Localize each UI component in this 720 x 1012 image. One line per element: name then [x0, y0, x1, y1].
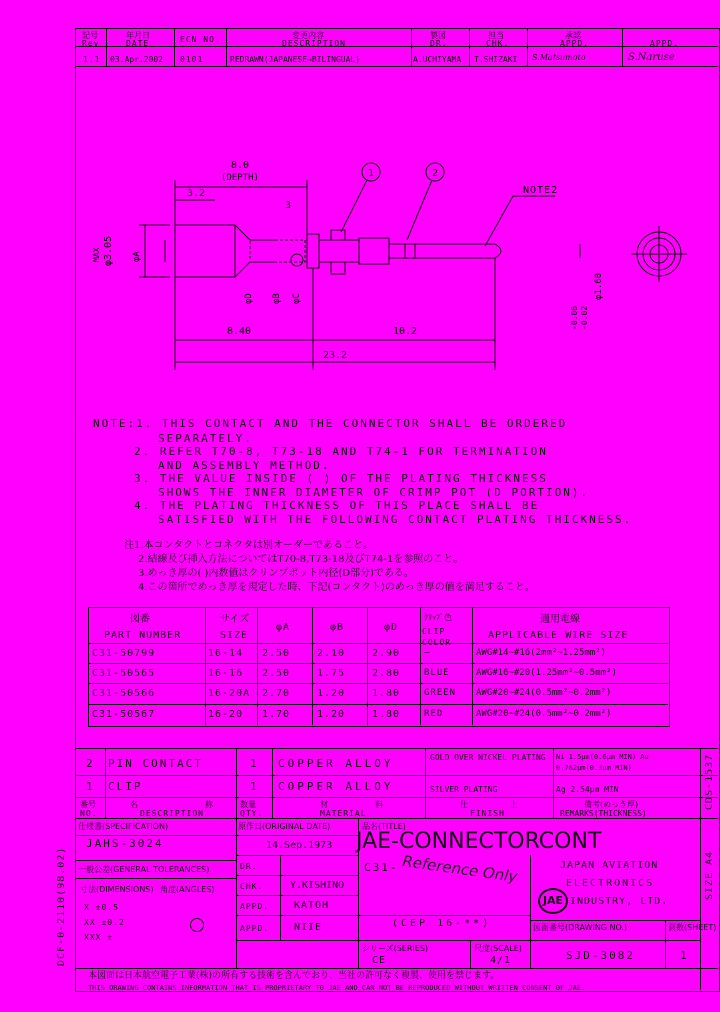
- spec-cell: 1.75: [317, 668, 346, 679]
- footer-en: THIS DRAWING CONTAINS INFORMATION THAT IS PROPRIETARY TO JAE AND CAN NOT BE REPRODUCED WITHOUT WRITTEN CONSENT OF JAE.: [88, 984, 586, 992]
- spec-header-size: SIZE: [220, 630, 249, 641]
- note-jp-1: 注1.本コンタクトとコネクタは別オーダーであること。: [124, 540, 373, 551]
- sheet-value: 1: [680, 949, 689, 962]
- dim-front-depth: (DEPTH): [221, 173, 259, 183]
- date-header: DATE: [126, 39, 150, 48]
- bom-row2-qty: 1: [250, 757, 259, 770]
- scale-label: 尺度(SCALE): [474, 944, 522, 953]
- tol-dim-label: 寸法(DIMENSIONS): [80, 885, 154, 894]
- bom-h-qty: QTY.: [240, 809, 264, 818]
- desc-header-jp: 変更内容: [292, 31, 324, 40]
- appd-label: APPD.: [240, 902, 270, 911]
- dim-overall: 23.2: [323, 350, 348, 361]
- bom-h-rem-jp: 備考(めっき厚): [584, 800, 639, 809]
- spec-cell: 2.90: [372, 648, 401, 659]
- spec-cell: 1.80: [372, 688, 401, 699]
- rev-value: 1.1: [83, 55, 101, 64]
- dim-right: 10.2: [393, 326, 418, 337]
- spec-cell: GREEN: [424, 688, 457, 698]
- rev-dr: A.UCHIYAMA: [413, 55, 462, 64]
- spec-cell: 16-14: [208, 648, 244, 659]
- bom-h-no: NO.: [80, 809, 98, 818]
- rev-date: 03.Apr.2002: [110, 55, 163, 64]
- spec-cell: 1.20: [317, 709, 346, 720]
- bom-row1-material: COPPER ALLOY: [278, 780, 394, 793]
- spec-cell: —: [424, 648, 431, 658]
- appd2-name: NIIE: [294, 922, 323, 933]
- spec-header-clip: CLIP COLOR: [422, 627, 452, 647]
- dim-dia-max: φ3.05: [103, 235, 114, 266]
- spec-header-clip-jp: ｸﾘｯﾌﾟ色: [424, 613, 452, 622]
- bom-row1-finish: SILVER PLATING: [430, 785, 498, 794]
- callout-2: 2: [432, 168, 439, 179]
- spec-cell: 2.50: [262, 648, 291, 659]
- spec-cell: C31-50565: [92, 668, 156, 679]
- bom-h-remarks: REMARKS(THICKNESS): [560, 809, 647, 818]
- spec-cell: RED: [424, 709, 444, 719]
- spec-cell: 2.50: [262, 668, 291, 679]
- dr-label: DR.: [240, 862, 258, 871]
- size-label: SIZE A4: [704, 850, 715, 900]
- dr-header-jp: 製図: [430, 31, 446, 40]
- spec-cell: C31-50566: [92, 688, 156, 699]
- rev-description: REDRAWN(JAPANESE→BILINGUAL): [230, 55, 361, 64]
- note-3: 3. THE VALUE INSIDE ( ) OF THE PLATING THICKNESS: [134, 472, 548, 485]
- spec-cell: 2.80: [372, 668, 401, 679]
- note-3b: SHOWS THE INNER DIAMETER OF CRIMP POT (D PORTION).: [158, 486, 590, 499]
- spec-header-d: φD: [384, 622, 399, 633]
- dr-header: DR.: [430, 39, 448, 48]
- tol-row-1: X ±0.5: [84, 903, 119, 912]
- company-line-1: JAPAN AVIATION: [560, 860, 659, 871]
- bom-h-desc: DESCRIPTION: [140, 809, 204, 818]
- spec-cell: C31-50567: [92, 709, 156, 720]
- spec-cell: 2.10: [317, 648, 346, 659]
- rev-header-jp: 記号: [82, 31, 98, 40]
- spec-header-part-jp: 図番: [130, 614, 150, 625]
- jae-logo: JAE: [538, 888, 568, 914]
- drawing-no-label: 図面番号(DRAWING NO.): [533, 923, 628, 932]
- bom-h-material: MATERIAL: [320, 809, 367, 818]
- ecn-header: ECN NO.: [180, 35, 221, 44]
- spec-cell: 16-20A: [208, 688, 251, 699]
- dim-pin-tol2: -0.06: [570, 305, 579, 330]
- tolerance-label: 一般公差(GENERAL TOLERANCES): [78, 865, 210, 874]
- spec-value: JAHS-3024: [86, 837, 164, 850]
- series-label: シリーズ(SERIES): [362, 944, 429, 953]
- dim-small: 3: [285, 200, 292, 211]
- spec-cell: 16-20: [208, 709, 244, 720]
- rev-ecn: 0101: [180, 55, 204, 64]
- date-header-jp: 年月日: [126, 31, 150, 40]
- contact-drawing: [75, 150, 718, 380]
- bom-row1-desc: CLIP: [108, 780, 143, 793]
- spec-cell: AWG#14~#16(2mm²~1.25mm²): [476, 648, 607, 658]
- bom-row2-finish: GOLD OVER NICKEL PLATING: [430, 753, 546, 762]
- note-1: NOTE:1. THIS CONTACT AND THE CONNECTOR SHALL BE ORDERED: [93, 417, 568, 430]
- chk-name: Y.KISHINO: [290, 880, 345, 891]
- tol-row-3: XXX ±: [84, 933, 114, 942]
- form-code: DCF-0-2110(98.02): [56, 846, 67, 966]
- footer-jp: 本図面は日本航空電子工業(株)の所有する技術を含んでおり、当社の許可なく複製、使用を禁じます。: [88, 971, 500, 981]
- contact-pin: [389, 244, 501, 258]
- dim-left: 8.40: [227, 326, 252, 337]
- appd2-header: APPD.: [650, 39, 680, 48]
- drawing-no: SJD-3082: [566, 949, 635, 962]
- callout-1: 1: [368, 168, 375, 179]
- dim-dia-d: φD: [244, 293, 254, 304]
- dim-front: 8.0: [231, 160, 250, 171]
- appd-header-jp: 承認: [565, 31, 581, 40]
- spec-cell: 2.70: [262, 688, 291, 699]
- drawing-subtitle: C31-: [364, 861, 399, 874]
- appd2-label: APPD.: [240, 924, 270, 933]
- chk-label: CHK.: [240, 882, 264, 891]
- spec-header-wire: APPLICABLE WIRE SIZE: [488, 630, 629, 641]
- chk-header-jp: 担当: [488, 31, 504, 40]
- note-4: 4. THE PLATING THICKNESS OF THIS PLACE SHALL BE: [134, 499, 540, 512]
- tol-ang-label: 角度(ANGLES): [160, 885, 215, 894]
- bom-row2-desc: PIN CONTACT: [108, 757, 203, 770]
- spec-cell: AWG#20~#24(0.5mm²~0.2mm²): [476, 688, 612, 698]
- dim-lead: 3.2: [187, 188, 206, 199]
- dim-dia-b: φB: [272, 293, 282, 304]
- spec-cell: 1.20: [317, 688, 346, 699]
- spec-cell: AWG#20~#24(0.5mm²~0.2mm²): [476, 709, 612, 719]
- spec-cell: 16-16: [208, 668, 244, 679]
- bom-h-fin2-jp: 上: [510, 800, 518, 809]
- note-2b: AND ASSEMBLY METHOD.: [158, 459, 331, 472]
- bom-row1-remarks: Ag 2.54μm MIN: [556, 785, 619, 794]
- note-jp-3: 3.めっき厚の( )内数値はクリンプポット内径(D部分)である。: [138, 568, 414, 579]
- bom-row2-no: 2: [86, 757, 95, 770]
- reference-only-watermark: Reference Only: [401, 852, 519, 886]
- bom-h-no-jp: 番号: [80, 800, 96, 809]
- flange: [307, 234, 319, 268]
- spec-cell: 1.80: [372, 709, 401, 720]
- rev-appd-signature: S.Matsumoto: [532, 53, 586, 62]
- company-line-3: INDUSTRY, LTD.: [570, 896, 669, 907]
- bom-h-finish: FINISH: [470, 809, 505, 818]
- series-value: CE: [372, 955, 387, 966]
- note2-callout: NOTE2: [523, 185, 559, 196]
- part-code: (CEP 16-**): [392, 918, 492, 929]
- projection-symbol: [190, 918, 204, 932]
- orig-date: 14.Sep.1973: [266, 840, 333, 851]
- spec-header-wire-jp: 適用電線: [540, 614, 580, 625]
- note-2: 2. REFER T70-8, T73-18 AND T74-1 FOR TERMINATION: [134, 445, 548, 458]
- note-jp-2: 2.結線及び挿入方法についてはT70-8,T73-18及びT74-1を参照のこと。: [138, 554, 464, 565]
- bom-row2-remarks: Ni 1.5μm(0.6μm MIN) Au 0.762μm(0.3μm MIN): [556, 753, 649, 772]
- title-label: 品名(TITLE): [362, 822, 406, 831]
- dim-pin-tol1: -0.02: [580, 305, 589, 330]
- appd-name: KATOH: [294, 900, 330, 911]
- bom-h-mat-jp: 材: [320, 800, 328, 809]
- sheet-label: 頁数(SHEET): [668, 923, 717, 932]
- rev-appd2-signature: S.Naruse: [628, 52, 675, 63]
- company-line-2: ELECTRONICS: [566, 878, 655, 889]
- crimp-pot: [250, 240, 305, 262]
- bom-row2-material: COPPER ALLOY: [278, 757, 394, 770]
- dim-dia-pin: φ1.60: [594, 272, 604, 300]
- bom-h-mat2-jp: 料: [375, 800, 383, 809]
- note-1b: SEPARATELY.: [158, 432, 253, 445]
- crimp-barrel: [175, 225, 235, 277]
- spec-cell: BLUE: [424, 668, 450, 678]
- bom-h-name-jp: 名: [130, 800, 138, 809]
- spec-cell: C31-50799: [92, 648, 156, 659]
- spec-header-a: φA: [276, 622, 291, 633]
- spec-header-size-jp: サイズ: [220, 614, 250, 625]
- dim-dia-c: φC: [292, 293, 302, 304]
- spec-header-part: PART NUMBER: [104, 630, 182, 641]
- tol-row-2: XX ±0.2: [84, 918, 125, 927]
- note-jp-4: 4.この箇所でめっき厚を規定した時、下記(コンタクト)のめっき厚の値を満足すること。: [138, 582, 535, 593]
- dim-dia-a: φA: [132, 251, 142, 262]
- spec-label: 仕様書(SPECIFICATION): [78, 822, 169, 831]
- rev-chk: T.SHIZAKI: [474, 55, 518, 64]
- bom-row1-qty: 1: [250, 780, 259, 793]
- orig-date-label: 原作日(ORIGINAL DATE): [238, 822, 331, 831]
- scale-value: 4/1: [490, 955, 512, 966]
- bom-row1-no: 1: [86, 780, 95, 793]
- bom-h-name2-jp: 称: [205, 800, 213, 809]
- bom-h-fin-jp: 仕: [460, 800, 468, 809]
- side-code: CDS-1537: [704, 753, 715, 810]
- dim-max-label: MAX: [92, 247, 101, 262]
- drawing-title: JAE-CONNECTORCONT: [356, 829, 602, 854]
- note-4b: SATISFIED WITH THE FOLLOWING CONTACT PLATING THICKNESS.: [158, 513, 633, 526]
- spec-cell: AWG#16~#20(1.25mm²~0.5mm²): [476, 668, 617, 678]
- rev-header: Rev: [82, 39, 100, 48]
- bom-h-qty-jp: 数量: [240, 800, 256, 809]
- appd-header: APPD.: [560, 39, 590, 48]
- desc-header: DESCRIPTION: [282, 39, 346, 48]
- spec-cell: 1.70: [262, 709, 291, 720]
- spec-header-b: φB: [330, 622, 345, 633]
- chk-header: CHK.: [486, 39, 510, 48]
